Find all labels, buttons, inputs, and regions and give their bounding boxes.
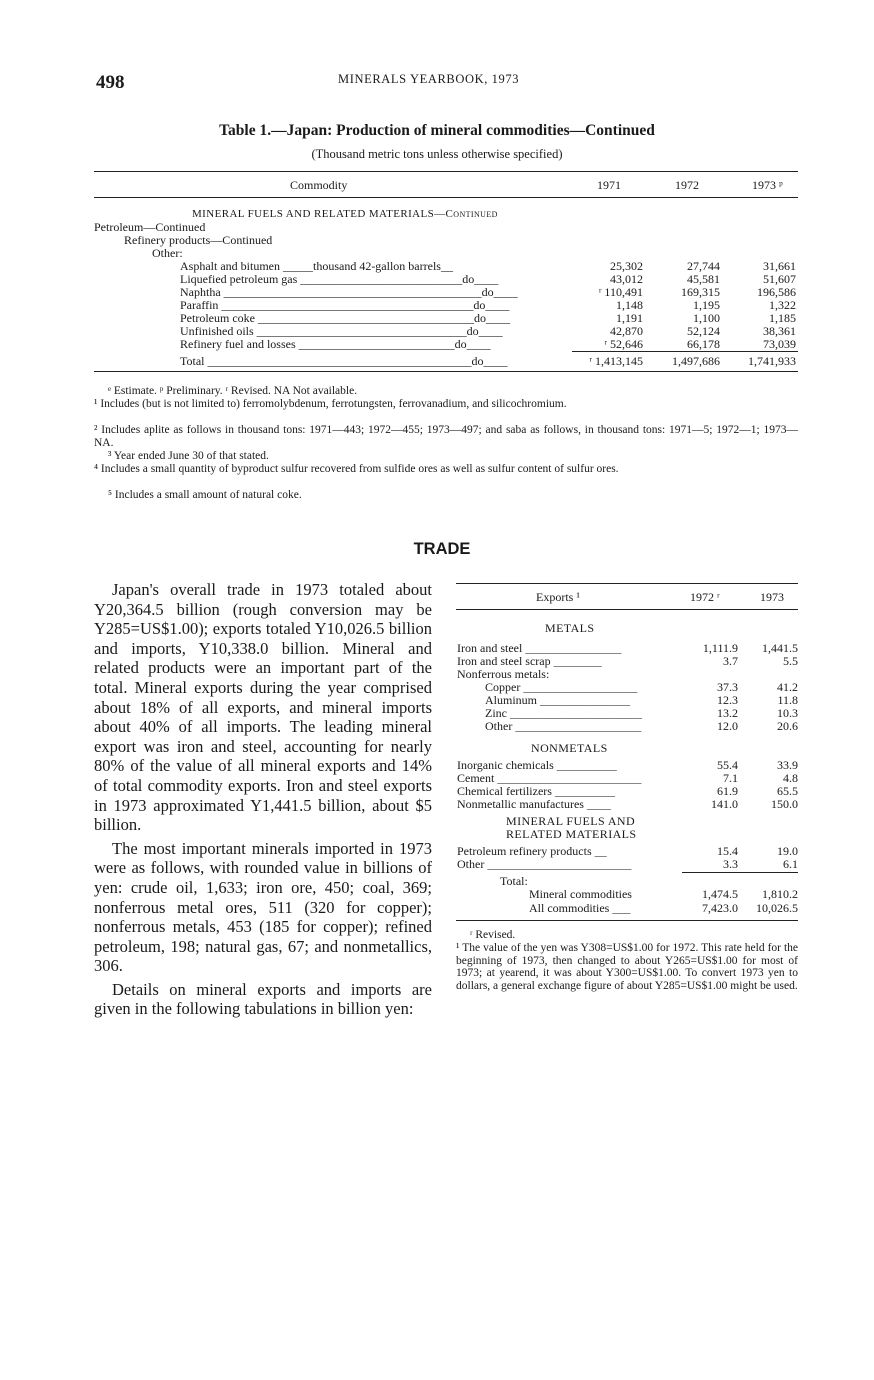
export-row-label: Petroleum refinery products __ <box>457 844 607 858</box>
export-cell-1972: 15.4 <box>717 844 738 858</box>
export-cell-1972: 1,111.9 <box>702 641 738 655</box>
export-cell-1973: 1,441.5 <box>762 641 798 655</box>
export-cell-1973: 6.1 <box>783 857 798 871</box>
table-row-label: Petroleum coke ____________________________________do____ <box>180 311 510 325</box>
export-row-label: Other ________________________ <box>457 857 632 871</box>
export-row-label: Copper ___________________ <box>485 680 638 694</box>
table-cell-1973: 1,322 <box>769 298 796 312</box>
trade-body <box>94 580 432 1019</box>
paragraph: Japan's overall trade in 1973 totaled about Y20,364.5 billion (rough conversion may be Y285=US$1.00); exports totaled Y10,026.5 billion and imports, Y10,338.0 billion. Mineral and related products were an important part of the total. Mineral exports during the year comprised about 18% of all exports, and mineral imports about 40% of all imports. The leading mineral export was iron and steel, accounting for nearly 80% of the value of all mineral exports and 14% of total commodity exports. Iron and steel exports in 1973 approximated Y1,441.5 billion, about $5 billion. <box>94 580 432 835</box>
exports-total-rule <box>682 872 798 873</box>
column-header-1972: 1972 <box>675 178 699 192</box>
table-cell-1973: 51,607 <box>763 272 796 286</box>
footnote-4: ⁴ Includes a small quantity of byproduct sulfur recovered from sulfide ores as well as sulfur content of sulfur ores. <box>94 463 619 475</box>
export-total-1972: 1,474.5 <box>702 887 738 901</box>
table-header-rule <box>94 197 798 198</box>
export-total-1972: 7,423.0 <box>702 901 738 915</box>
footnote-3: ³ Year ended June 30 of that stated. <box>108 450 269 462</box>
export-cell-1972: 12.3 <box>717 693 738 707</box>
export-cell-1972: 61.9 <box>717 784 738 798</box>
table-cell-1971: 43,012 <box>610 272 643 286</box>
table-cell-1973: 31,661 <box>763 259 796 273</box>
export-cell-1972: 141.0 <box>711 797 738 811</box>
total-1971: ʳ 1,413,145 <box>589 354 643 368</box>
exports-top-rule <box>456 583 798 584</box>
table-cell-1972: 66,178 <box>687 337 720 351</box>
page-number: 498 <box>96 72 125 93</box>
table-cell-1971: ʳ 110,491 <box>598 285 643 299</box>
exports-fuels-heading-2: RELATED MATERIALS <box>506 827 637 841</box>
column-header-1971: 1971 <box>597 178 621 192</box>
table-cell-1973: 1,185 <box>769 311 796 325</box>
table-cell-1972: 1,195 <box>693 298 720 312</box>
export-cell-1972: 7.1 <box>723 771 738 785</box>
table-cell-1972: 52,124 <box>687 324 720 338</box>
table-bottom-rule <box>94 371 798 372</box>
column-header-commodity: Commodity <box>290 178 348 192</box>
export-row-label: Zinc ______________________ <box>485 706 642 720</box>
export-cell-1973: 41.2 <box>777 680 798 694</box>
section-heading: MINERAL FUELS AND RELATED MATERIALS—Continued <box>192 208 498 220</box>
exports-metals-heading: METALS <box>545 621 595 635</box>
table-row-label: Liquefied petroleum gas ___________________________do____ <box>180 272 499 286</box>
export-cell-1972: 37.3 <box>717 680 738 694</box>
export-total-label: All commodities ___ <box>529 901 631 915</box>
table-subtitle: (Thousand metric tons unless otherwise specified) <box>311 147 563 161</box>
export-row-label: Chemical fertilizers __________ <box>457 784 615 798</box>
paragraph: Details on mineral exports and imports are given in the following tabulations in billion yen: <box>94 979 432 1019</box>
export-row-label: Nonmetallic manufactures ____ <box>457 797 611 811</box>
footnote-5: ⁵ Includes a small amount of natural coke. <box>108 489 302 501</box>
table-cell-1973: 73,039 <box>763 337 796 351</box>
exports-header-rule <box>456 609 798 610</box>
exports-fuels-heading-1: MINERAL FUELS AND <box>506 814 636 828</box>
export-total-label: Mineral commodities <box>529 887 632 901</box>
exports-bottom-rule <box>456 920 798 921</box>
table-cell-1972: 27,744 <box>687 259 720 273</box>
table-cell-1973: 196,586 <box>757 285 796 299</box>
export-cell-1972: 3.3 <box>723 857 738 871</box>
export-total-1973: 1,810.2 <box>762 887 798 901</box>
table-cell-1972: 1,100 <box>693 311 720 325</box>
export-row-label: Cement ________________________ <box>457 771 642 785</box>
export-cell-1973: 19.0 <box>777 844 798 858</box>
export-cell-1973: 65.5 <box>777 784 798 798</box>
export-cell-1973: 20.6 <box>777 719 798 733</box>
running-title: MINERALS YEARBOOK, 1973 <box>338 72 520 86</box>
table-title: Table 1.—Japan: Production of mineral commodities—Continued <box>219 122 655 139</box>
exports-nonmetals-heading: NONMETALS <box>531 741 608 755</box>
table-cell-1971: 1,148 <box>616 298 643 312</box>
exports-footnote-revised: ʳ Revised. <box>470 929 516 941</box>
exports-footnote-1: ¹ The value of the yen was Y308=US$1.00 for 1972. This rate held for the beginning of 1973, then changed to about Y265=US$1.00 for most of 1973; at yearend, it was about Y300=US$1.00. To convert 1973 yen to dollars, a general exchange figure of about Y285=US$1.00 might be used. <box>456 942 798 992</box>
group-refinery-products: Refinery products—Continued <box>124 233 273 247</box>
table-row-label: Asphalt and bitumen _____thousand 42-gallon barrels__ <box>180 259 453 273</box>
total-1972: 1,497,686 <box>672 354 720 368</box>
total-1973: 1,741,933 <box>748 354 796 368</box>
column-header-1973: 1973 ᵖ <box>752 178 783 192</box>
export-cell-1973: 150.0 <box>771 797 798 811</box>
exports-col-label: Exports ¹ <box>536 590 580 604</box>
group-other: Other: <box>152 246 183 260</box>
paragraph: The most important minerals imported in 1973 were as follows, with rounded value in billions of yen: crude oil, 1,633; iron ore, 450; coal, 369; nonferrous metal ores, 511 (320 for copper); nonferrous metals, 453 (185 for copper); refined petroleum, 198; natural gas, 67; and nonmetallics, 306. <box>94 838 432 976</box>
group-petroleum: Petroleum—Continued <box>94 220 206 234</box>
total-label: Total ____________________________________________do____ <box>180 354 508 368</box>
table-cell-1972: 169,315 <box>681 285 720 299</box>
export-row-label: Aluminum _______________ <box>485 693 631 707</box>
export-cell-1973: 5.5 <box>783 654 798 668</box>
table-cell-1971: 42,870 <box>610 324 643 338</box>
export-cell-1973: 33.9 <box>777 758 798 772</box>
table-row-label: Refinery fuel and losses __________________________do____ <box>180 337 491 351</box>
export-cell-1972: 3.7 <box>723 654 738 668</box>
export-row-label: Iron and steel ________________ <box>457 641 622 655</box>
export-row-label: Inorganic chemicals __________ <box>457 758 617 772</box>
export-cell-1973: 11.8 <box>777 693 798 707</box>
table-cell-1971: 25,302 <box>610 259 643 273</box>
export-row-label: Iron and steel scrap ________ <box>457 654 602 668</box>
table-row-label: Naphtha ___________________________________________do____ <box>180 285 518 299</box>
export-total-1973: 10,026.5 <box>756 901 798 915</box>
export-row-label: Nonferrous metals: <box>457 667 550 681</box>
table-row-label: Paraffin __________________________________________do____ <box>180 298 510 312</box>
footnote-1: ¹ Includes (but is not limited to) ferromolybdenum, ferrotungsten, ferrovanadium, and silicochromium. <box>94 398 567 410</box>
table-cell-1971: 1,191 <box>616 311 643 325</box>
table-row-label: Unfinished oils ___________________________________do____ <box>180 324 503 338</box>
footnote-2: ² Includes aplite as follows in thousand tons: 1971—443; 1972—455; 1973—497; and saba as follows, in thousand tons: 1971—5; 1972—1; 1973—NA. <box>94 424 798 449</box>
export-cell-1972: 55.4 <box>717 758 738 772</box>
export-row-label: Other _____________________ <box>485 719 642 733</box>
export-cell-1973: 4.8 <box>783 771 798 785</box>
export-cell-1972: 13.2 <box>717 706 738 720</box>
exports-total-label: Total: <box>500 874 528 888</box>
table-cell-1972: 45,581 <box>687 272 720 286</box>
export-cell-1973: 10.3 <box>777 706 798 720</box>
exports-col-1972: 1972 ʳ <box>690 590 720 604</box>
total-rule <box>572 351 798 352</box>
table-cell-1973: 38,361 <box>763 324 796 338</box>
table-cell-1971: ʳ 52,646 <box>604 337 643 351</box>
exports-col-1973: 1973 <box>760 590 784 604</box>
table-top-rule <box>94 171 798 172</box>
export-cell-1972: 12.0 <box>717 719 738 733</box>
footnote-legend: ᵉ Estimate. ᵖ Preliminary. ʳ Revised. NA Not available. <box>108 385 358 397</box>
section-title-trade: TRADE <box>413 540 471 558</box>
